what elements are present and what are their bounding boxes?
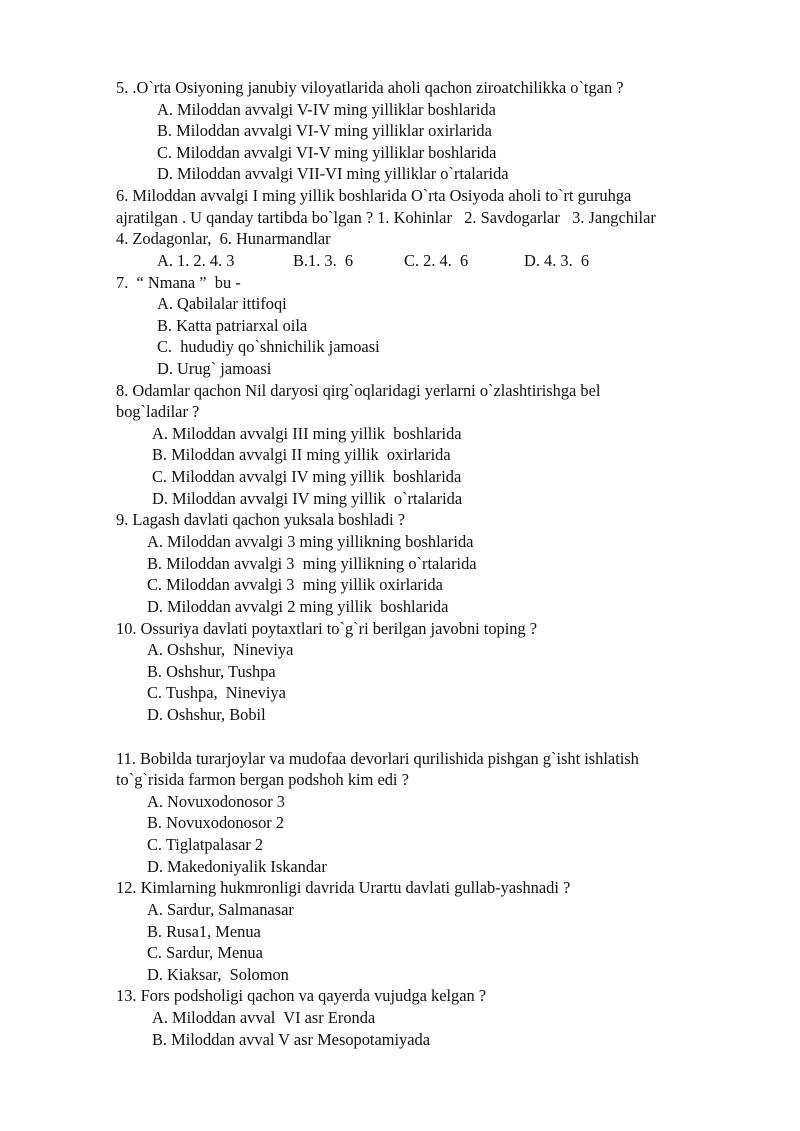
q7-option-b: B. Katta patriarxal oila xyxy=(157,316,308,335)
question-7: 7. “ Nmana ” bu - xyxy=(116,273,241,292)
q11-option-d: D. Makedoniyalik Iskandar xyxy=(147,857,327,876)
q12-option-b: B. Rusa1, Menua xyxy=(147,922,261,941)
q5-option-d: D. Miloddan avvalgi VII-VI ming yilliklar o`rtalarida xyxy=(157,164,509,183)
q8-option-a: A. Miloddan avvalgi III ming yillik boshlarida xyxy=(152,424,462,443)
q7-option-d: D. Urug` jamoasi xyxy=(157,359,272,378)
q5-option-a: A. Miloddan avvalgi V-IV ming yilliklar boshlarida xyxy=(157,100,496,119)
q6-option-d: D. 4. 3. 6 xyxy=(524,251,590,270)
q5-option-b: B. Miloddan avvalgi VI-V ming yilliklar oxirlarida xyxy=(157,121,492,140)
question-12: 12. Kimlarning hukmronligi davrida Urartu davlati gullab-yashnadi ? xyxy=(116,878,571,897)
question-6-line-2: ajratilgan . U qanday tartibda bo`lgan ? 1. Kohinlar 2. Savdogarlar 3. Jangchilar xyxy=(116,208,656,227)
q9-option-d: D. Miloddan avvalgi 2 ming yillik boshlarida xyxy=(147,597,449,616)
q10-option-d: D. Oshshur, Bobil xyxy=(147,705,266,724)
q12-option-a: A. Sardur, Salmanasar xyxy=(147,900,294,919)
q10-option-c: C. Tushpa, Nineviya xyxy=(147,683,286,702)
question-5: 5. .O`rta Osiyoning janubiy viloyatlarida aholi qachon ziroatchilikka o`tgan ? xyxy=(116,78,624,97)
q12-option-c: C. Sardur, Menua xyxy=(147,943,263,962)
q10-option-b: B. Oshshur, Tushpa xyxy=(147,662,276,681)
q6-option-b: B.1. 3. 6 xyxy=(293,251,354,270)
question-8-line-1: 8. Odamlar qachon Nil daryosi qirg`oqlaridagi yerlarni o`zlashtirishga bel xyxy=(116,381,601,400)
q10-option-a: A. Oshshur, Nineviya xyxy=(147,640,294,659)
q8-option-c: C. Miloddan avvalgi IV ming yillik boshlarida xyxy=(152,467,462,486)
q9-option-a: A. Miloddan avvalgi 3 ming yillikning boshlarida xyxy=(147,532,474,551)
q7-option-a: A. Qabilalar ittifoqi xyxy=(157,294,287,313)
q13-option-a: A. Miloddan avval VI asr Eronda xyxy=(152,1008,376,1027)
q11-option-c: C. Tiglatpalasar 2 xyxy=(147,835,264,854)
q6-option-a: A. 1. 2. 4. 3 xyxy=(157,251,235,270)
question-10: 10. Ossuriya davlati poytaxtlari to`g`ri berilgan javobni toping ? xyxy=(116,619,538,638)
question-13: 13. Fors podsholigi qachon va qayerda vujudga kelgan ? xyxy=(116,986,487,1005)
question-6-line-3: 4. Zodagonlar, 6. Hunarmandlar xyxy=(116,229,331,248)
q9-option-c: C. Miloddan avvalgi 3 ming yillik oxirlarida xyxy=(147,575,443,594)
q9-option-b: B. Miloddan avvalgi 3 ming yillikning o`rtalarida xyxy=(147,554,477,573)
question-11-line-2: to`g`risida farmon bergan podshoh kim edi ? xyxy=(116,770,409,789)
q7-option-c: C. hududiy qo`shnichilik jamoasi xyxy=(157,337,380,356)
q11-option-a: A. Novuxodonosor 3 xyxy=(147,792,285,811)
q11-option-b: B. Novuxodonosor 2 xyxy=(147,813,285,832)
question-6-line-1: 6. Miloddan avvalgi I ming yillik boshlarida O`rta Osiyoda aholi to`rt guruhga xyxy=(116,186,632,205)
q6-option-c: C. 2. 4. 6 xyxy=(404,251,469,270)
question-11-line-1: 11. Bobilda turarjoylar va mudofaa devorlari qurilishida pishgan g`isht ishlatish xyxy=(116,749,639,768)
q13-option-b: B. Miloddan avval V asr Mesopotamiyada xyxy=(152,1030,430,1049)
q8-option-d: D. Miloddan avvalgi IV ming yillik o`rtalarida xyxy=(152,489,463,508)
question-8-line-2: bog`ladilar ? xyxy=(116,402,200,421)
q5-option-c: C. Miloddan avvalgi VI-V ming yilliklar boshlarida xyxy=(157,143,497,162)
q12-option-d: D. Kiaksar, Solomon xyxy=(147,965,289,984)
question-9: 9. Lagash davlati qachon yuksala boshladi ? xyxy=(116,510,406,529)
q8-option-b: B. Miloddan avvalgi II ming yillik oxirlarida xyxy=(152,445,451,464)
